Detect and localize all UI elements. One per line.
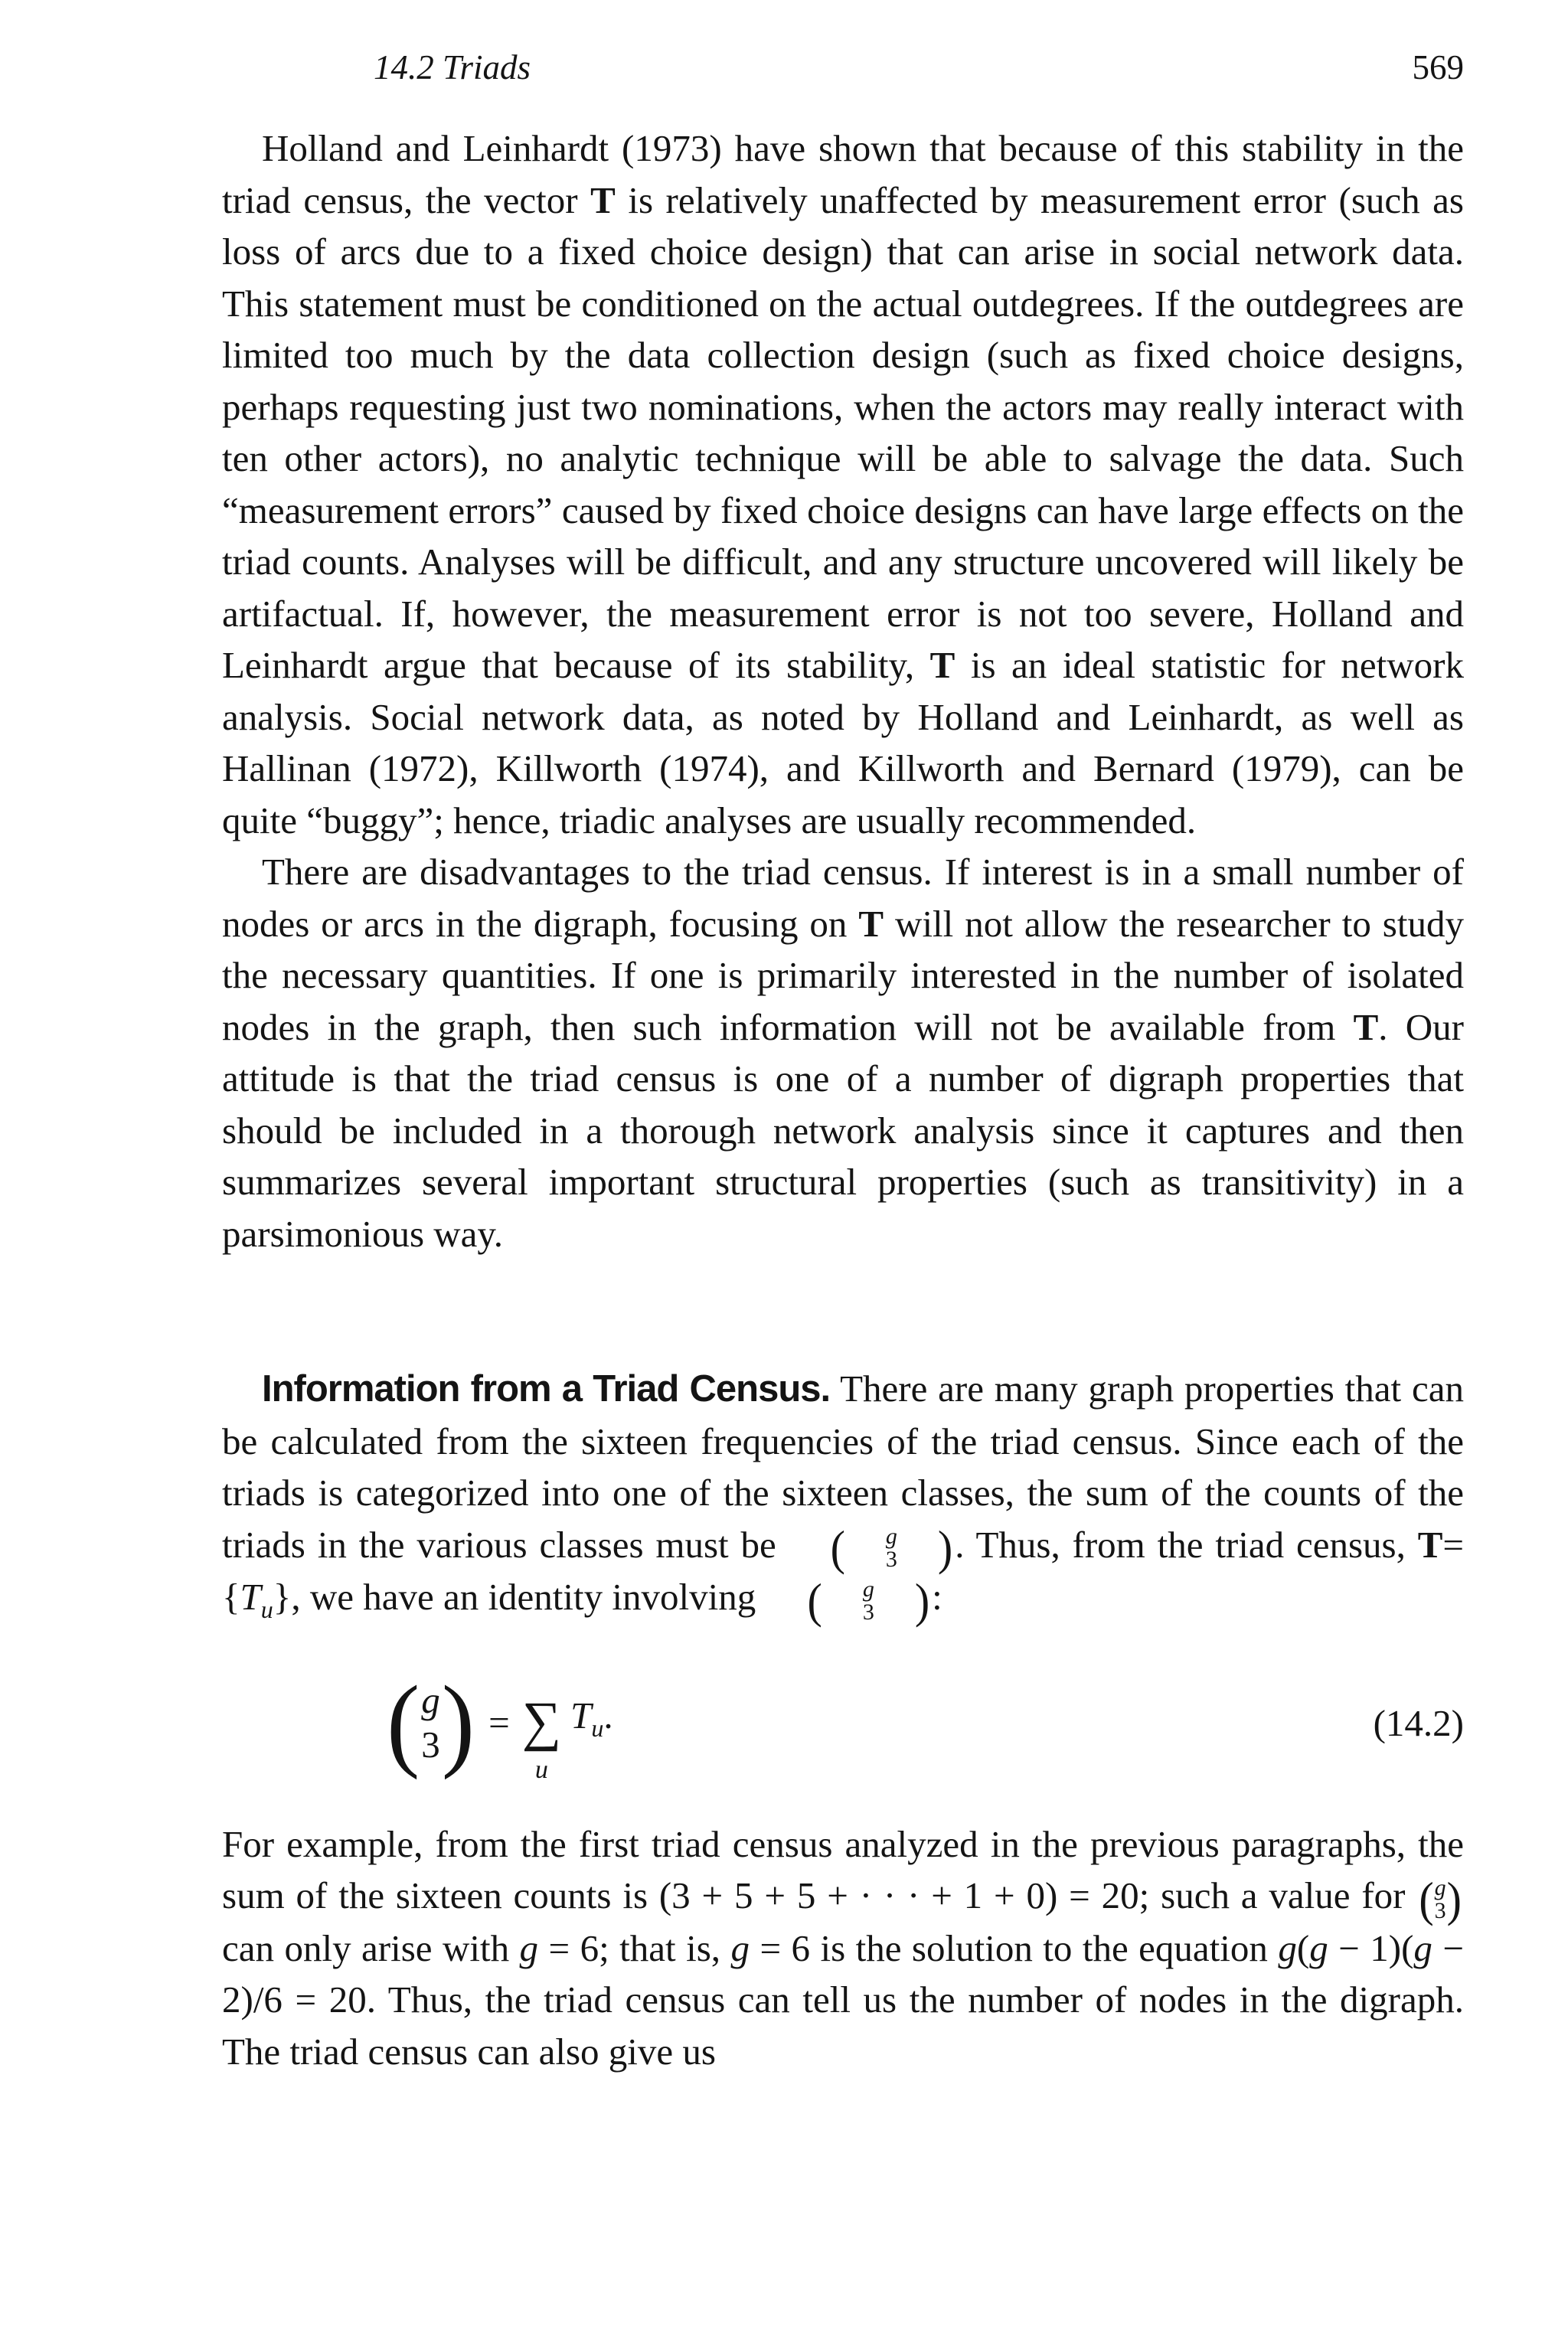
var-g: g <box>730 1926 750 1969</box>
var-g: g <box>1309 1926 1328 1969</box>
vector-T: T <box>929 644 956 686</box>
text-span: There are many graph properties that can be calculated from the sixteen frequencies of the triad census. Since each of the triads is categorized into one of the sixteen classes, the sum of the counts of the triads in the various classes must be <box>222 1367 1464 1566</box>
binomial-g-3: ( g 3 ) <box>1419 1871 1462 1926</box>
paragraph-disadvantages <box>222 846 1464 1259</box>
text-span: − 1)( <box>1328 1926 1414 1969</box>
running-head-title: 14.2 Triads <box>374 48 531 87</box>
var-g: g <box>1278 1926 1297 1969</box>
text-span: For example, from the first triad census analyzed in the previous paragraphs, the sum of the sixteen counts is (3 + 5 + 5 + · · · + 1 + 0) = 20; such a value for <box>222 1822 1464 1917</box>
paragraph-stability <box>222 123 1464 846</box>
text-span: . Thus, from the triad census, <box>955 1523 1418 1566</box>
text-span: = 6; that is, <box>538 1926 731 1969</box>
equation-number: (14.2) <box>1373 1701 1464 1744</box>
vector-T: T <box>1417 1523 1443 1566</box>
var-g: g <box>519 1926 539 1969</box>
running-header <box>374 47 1464 101</box>
text-span: Holland and Leinhardt (1973) have shown that because of this stability in the triad census, the vector <box>222 127 1464 221</box>
text-span: }, we have an identity involving <box>273 1576 766 1619</box>
equation-14-2 <box>222 1658 1464 1803</box>
vector-T: T <box>1353 1005 1379 1048</box>
section-heading: Information from a Triad Census. <box>262 1368 831 1410</box>
page-number: 569 <box>1412 48 1464 87</box>
T-u: $T_u$ <box>240 1576 273 1624</box>
text-span: will not allow the researcher to study the necessary quantities. If one is primarily interested in the number of isolated nodes in the graph, then such information will not be available from <box>222 902 1464 1048</box>
var-g: g <box>1413 1926 1432 1969</box>
text-span: − 2)/6 = 20. Thus, the triad census can tell us the number of nodes in the digraph. The triad census can also give us <box>222 1926 1464 2073</box>
binomial-g-3: ( g 3 ) <box>807 1573 930 1629</box>
T-u-display: $T_u$. <box>570 1694 613 1743</box>
text-span: ( <box>1296 1926 1310 1969</box>
vector-T: T <box>590 178 616 221</box>
section-gap <box>222 1259 1464 1363</box>
text-span: There are disadvantages to the triad census. If interest is in a small number of nodes or arcs in the digraph, focusing on <box>222 851 1464 945</box>
text-span: . Our attitude is that the triad census is one of a number of digraph properties that should be included in a thorough network analysis since it captures and then summarizes several important structural properties (such as transitivity) in a parsimonious way. <box>222 1005 1464 1255</box>
paragraph-information <box>222 1363 1464 1636</box>
paragraph-example <box>222 1818 1464 2078</box>
equals-sign: = <box>488 1701 510 1743</box>
text-span: is an ideal statistic for network analysis. Social network data, as noted by Holland and Leinhardt, as well as Hallinan (1972), Killworth (1974), and Killworth and Bernard (1979), can be quite “buggy”; hence, triadic analyses are usually recommended. <box>222 644 1464 841</box>
page-body <box>222 123 1464 2077</box>
summation: ∑ u <box>521 1690 562 1784</box>
text-span: : <box>932 1576 942 1619</box>
binomial-g-3-display: ( g 3 ) <box>387 1664 475 1781</box>
text-span: is relatively unaffected by measurement error (such as loss of arcs due to a fixed choice design) that can arise in social network data. This statement must be conditioned on the actual outdegrees. If the outdegrees are limited too much by the data collection design (such as fixed choice designs, perhaps requesting just two nominations, when the actors may really interact with ten other actors), no analytic technique will be able to salvage the data. Such “measurement errors” caused by fixed choice designs can have large effects on the triad counts. Analyses will be difficult, and any structure uncovered will likely be artifactual. If, however, the measurement error is not too severe, Holland and Leinhardt argue that because of its stability, <box>222 178 1465 686</box>
text-span: = 6 is the solution to the equation <box>749 1926 1279 1969</box>
text-span: = { <box>222 1523 1465 1619</box>
vector-T: T <box>858 902 884 945</box>
binomial-g-3: ( g 3 ) <box>830 1520 953 1576</box>
text-span: can only arise with <box>222 1926 520 1969</box>
